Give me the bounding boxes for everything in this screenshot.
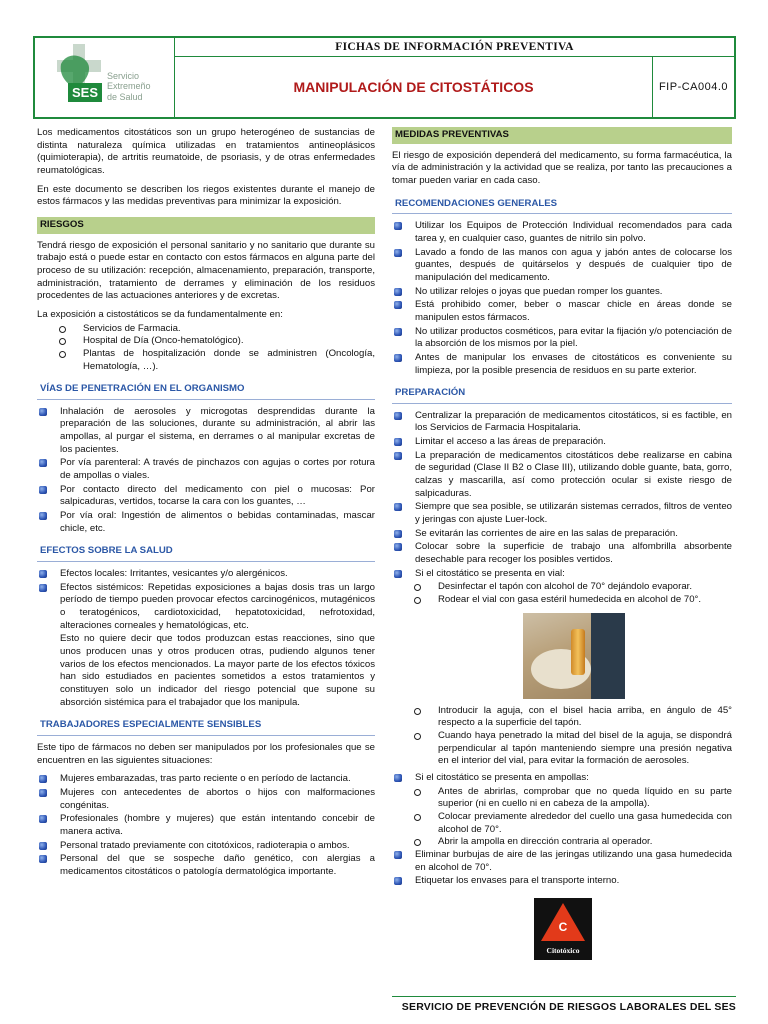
list-item: Cuando haya penetrado la mitad del bisel de la aguja, se dispondrá perpendicular al tapón manteniendo siempre una presión negativa en el interior del vial, para evitar la formación de aerosoles. <box>392 730 732 768</box>
list-item: Personal del que se sospeche daño genético, con alergias a medicamentos citostáticos o patología dermatológica importante. <box>37 853 375 878</box>
list-item: Etiquetar los envases para el transporte interno. <box>392 875 732 888</box>
ampolla-list <box>392 786 732 849</box>
list-item: Inhalación de aerosoles y microgotas desprendidas durante la preparación de las soluciones, durante su administración, al abrir las ampollas, al purgar el sistema, en derrames o al manipular excretas de los pacientes. <box>37 406 375 457</box>
intro-paragraph-1: Los medicamentos citostáticos son un grupo heterogéneo de sustancias de distinta naturaleza química utilizadas en tratamientos antineoplásicos (quimioterapia), de artritis reumatoide, de psoriasis, y de otras enfermedades reumatológicas. <box>37 127 375 176</box>
list-item: Colocar previamente alrededor del cuello una gasa humedecida con alcohol de 70°. <box>392 811 732 836</box>
list-item: Efectos locales: Irritantes, vesicantes y/o alergénicos. <box>37 568 375 581</box>
section-preparacion: PREPARACIÓN <box>392 385 732 404</box>
cytotoxic-letter: C <box>558 919 568 934</box>
list-item: Antes de manipular los envases de citostáticos es conveniente su limpieza, por la posible presencia de residuos en su parte exterior. <box>392 352 732 377</box>
list-item: Lavado a fondo de las manos con agua y jabón antes de colocarse los guantes, después de quitárselos y después de cualquier tipo de manipulación del medicamento. <box>392 247 732 285</box>
document-header <box>33 36 736 119</box>
list-item: Desinfectar el tapón con alcohol de 70° dejándolo evaporar. <box>392 581 732 594</box>
intro-paragraph-2: En este documento se describen los riegos existentes durante el manejo de estos fármacos y las medidas preventivas para minimizar la exposición. <box>37 183 375 208</box>
series-title: FICHAS DE INFORMACIÓN PREVENTIVA <box>175 38 734 57</box>
list-item: Abrir la ampolla en dirección contraria al operador. <box>392 836 732 849</box>
list-item: Siempre que sea posible, se utilizarán sistemas cerrados, filtros de venteo y jeringas con ajuste Luer-lock. <box>392 501 732 526</box>
list-item: Por vía oral: Ingestión de alimentos o bebidas contaminadas, mascar chicle, etc. <box>37 510 375 535</box>
list-item: Está prohibido comer, beber o mascar chicle en áreas donde se manipulen estos fármacos. <box>392 299 732 324</box>
list-item: La preparación de medicamentos citostáticos debe realizarse en cabina de seguridad (Clase II B2 o Clase III), utilizando doble guante, bata, gorro, calzas y mascarilla, así como protección ocular si existe riesgo de salpicaduras. <box>392 450 732 501</box>
list-item: Plantas de hospitalización donde se administren (Oncología, Hematología, …). <box>37 348 375 373</box>
trabajadores-list <box>37 773 375 878</box>
riesgos-list <box>37 323 375 374</box>
list-item: Centralizar la preparación de medicamentos citostáticos, si es factible, en los Servicios de Farmacia Hospitalaria. <box>392 410 732 435</box>
list-item: Antes de abrirlas, comprobar que no queda líquido en su parte superior (ni en cuello ni en cabeza de la ampolla). <box>392 786 732 811</box>
final-list <box>392 849 732 888</box>
logo-line-1: Servicio <box>107 71 140 81</box>
logo-abbr: SES <box>68 83 102 102</box>
vial-list-2 <box>392 705 732 768</box>
list-item: No utilizar relojes o joyas que puedan romper los guantes. <box>392 286 732 299</box>
list-item: Por contacto directo del medicamento con piel o mucosas: Por salpicaduras, vertidos, tocarse la cara con los guantes, … <box>37 484 375 509</box>
list-item: No utilizar productos cosméticos, para evitar la fijación y/o potenciación de la absorción de los mismos por la piel. <box>392 326 732 351</box>
list-item: Efectos sistémicos: Repetidas exposiciones a bajas dosis tras un largo período de tiempo pueden provocar efectos carcinogénicos, mutagénicos o teratogénicos, cardiotoxicidad, hepatotoxicidad, nefrotoxidad, alteraciones corneales y hematológicas, etc. <box>37 582 375 633</box>
ampolla-list-head <box>392 772 732 785</box>
footer-divider <box>392 996 736 997</box>
list-item: Mujeres con antecedentes de abortos o hijos con malformaciones congénitas. <box>37 787 375 812</box>
list-item: Colocar sobre la superficie de trabajo una alfombrilla absorbente desechable para recoger los posibles vertidos. <box>392 541 732 566</box>
list-item: Utilizar los Equipos de Protección Individual recomendados para cada tarea y, en cualquier caso, guantes de nitrilo sin polvo. <box>392 220 732 245</box>
photo-background <box>591 613 625 699</box>
list-item: Profesionales (hombre y mujeres) que están intentando concebir de manera activa. <box>37 813 375 838</box>
cytotoxic-text: Citotóxico <box>546 945 580 955</box>
list-item: Hospital de Día (Onco-hematológico). <box>37 335 375 348</box>
section-medidas: MEDIDAS PREVENTIVAS <box>392 127 732 144</box>
list-item: Limitar el acceso a las áreas de preparación. <box>392 436 732 449</box>
efectos-list <box>37 568 375 632</box>
trabajadores-paragraph: Este tipo de fármacos no deben ser manipulados por los profesionales que se encuentren en las siguientes situaciones: <box>37 741 375 766</box>
cytotoxic-label <box>534 898 592 960</box>
right-column <box>392 127 732 960</box>
vial-list <box>392 581 732 606</box>
vial-photo <box>523 613 625 699</box>
list-item: Por vía parenteral: A través de pinchazos con agujas o cortes por rotura de ampollas o viales. <box>37 457 375 482</box>
section-vias: VÍAS DE PENETRACIÓN EN EL ORGANISMO <box>37 381 375 400</box>
section-trabajadores: TRABAJADORES ESPECIALMENTE SENSIBLES <box>37 717 375 736</box>
header-bottom <box>175 57 734 117</box>
list-item: Introducir la aguja, con el bisel hacia arriba, en ángulo de 45° respecto a la superficie del tapón. <box>392 705 732 730</box>
document-code: FIP-CA004.0 <box>652 57 734 117</box>
list-item: Se evitarán las corrientes de aire en las salas de preparación. <box>392 528 732 541</box>
list-item-ampolla: Si el citostático se presenta en ampollas: <box>392 772 732 785</box>
list-item: Personal tratado previamente con citotóxicos, radioterapia o ambos. <box>37 840 375 853</box>
riesgos-exposure-intro: La exposición a cistostáticos se da fundamentalmente en: <box>37 308 283 320</box>
list-item: Eliminar burbujas de aire de las jeringas utilizando una gasa humedecida en alcohol de 70°. <box>392 849 732 874</box>
logo-line-3: de Salud <box>107 91 143 102</box>
efectos-note: Esto no quiere decir que todos produzcan estas reacciones, sino que unos producen unas y otros producen otras, pudiendo algunos tener varios de los efectos mencionados. La mayor parte de los efectos tóxicos han sido estudiados en pacientes sometidos a estos tratamientos y constituyen solo un indicador del riesgo potencial que supone su absorción sistémica para el trabajador que los manipula. <box>60 633 375 708</box>
logo-text <box>107 71 151 102</box>
ses-logo <box>35 38 175 117</box>
vial-title: Si el citostático se presenta en vial: <box>415 567 565 579</box>
list-item: Mujeres embarazadas, tras parto reciente o en período de lactancia. <box>37 773 375 786</box>
list-item-vial <box>392 568 732 581</box>
footer-text: SERVICIO DE PREVENCIÓN DE RIESGOS LABORALES DEL SES <box>401 1001 736 1013</box>
preparacion-list <box>392 410 732 581</box>
vias-list <box>37 406 375 536</box>
vial-shape <box>571 629 585 675</box>
section-riesgos: RIESGOS <box>37 217 375 234</box>
list-item: Servicios de Farmacia. <box>37 323 375 336</box>
section-efectos: EFECTOS SOBRE LA SALUD <box>37 543 375 562</box>
list-item: Rodear el vial con gasa estéril humedecida en alcohol de 70°. <box>392 594 732 607</box>
riesgos-paragraph: Tendrá riesgo de exposición el personal sanitario y no sanitario que durante su trabajo está o puede estar en contacto con estos fármacos en alguna parte del proceso de su utilización: recepción, almacenamiento, preparación, transporte, administración, tratamiento de derrames y eliminación de los residuos procedentes de las actuaciones anteriores y de excretas. <box>37 239 375 302</box>
section-recomendaciones: RECOMENDACIONES GENERALES <box>392 196 732 215</box>
medidas-paragraph: El riesgo de exposición dependerá del medicamento, su forma farmacéutica, la vía de administración y la actividad que se realiza, por tanto las precauciones a tomar pueden variar en cada caso. <box>392 149 732 186</box>
recomendaciones-list <box>392 220 732 377</box>
logo-line-2: Extremeño <box>107 81 151 92</box>
header-right <box>175 38 734 117</box>
document-title: MANIPULACIÓN DE CITOSTÁTICOS <box>293 78 534 95</box>
left-column <box>37 127 375 884</box>
